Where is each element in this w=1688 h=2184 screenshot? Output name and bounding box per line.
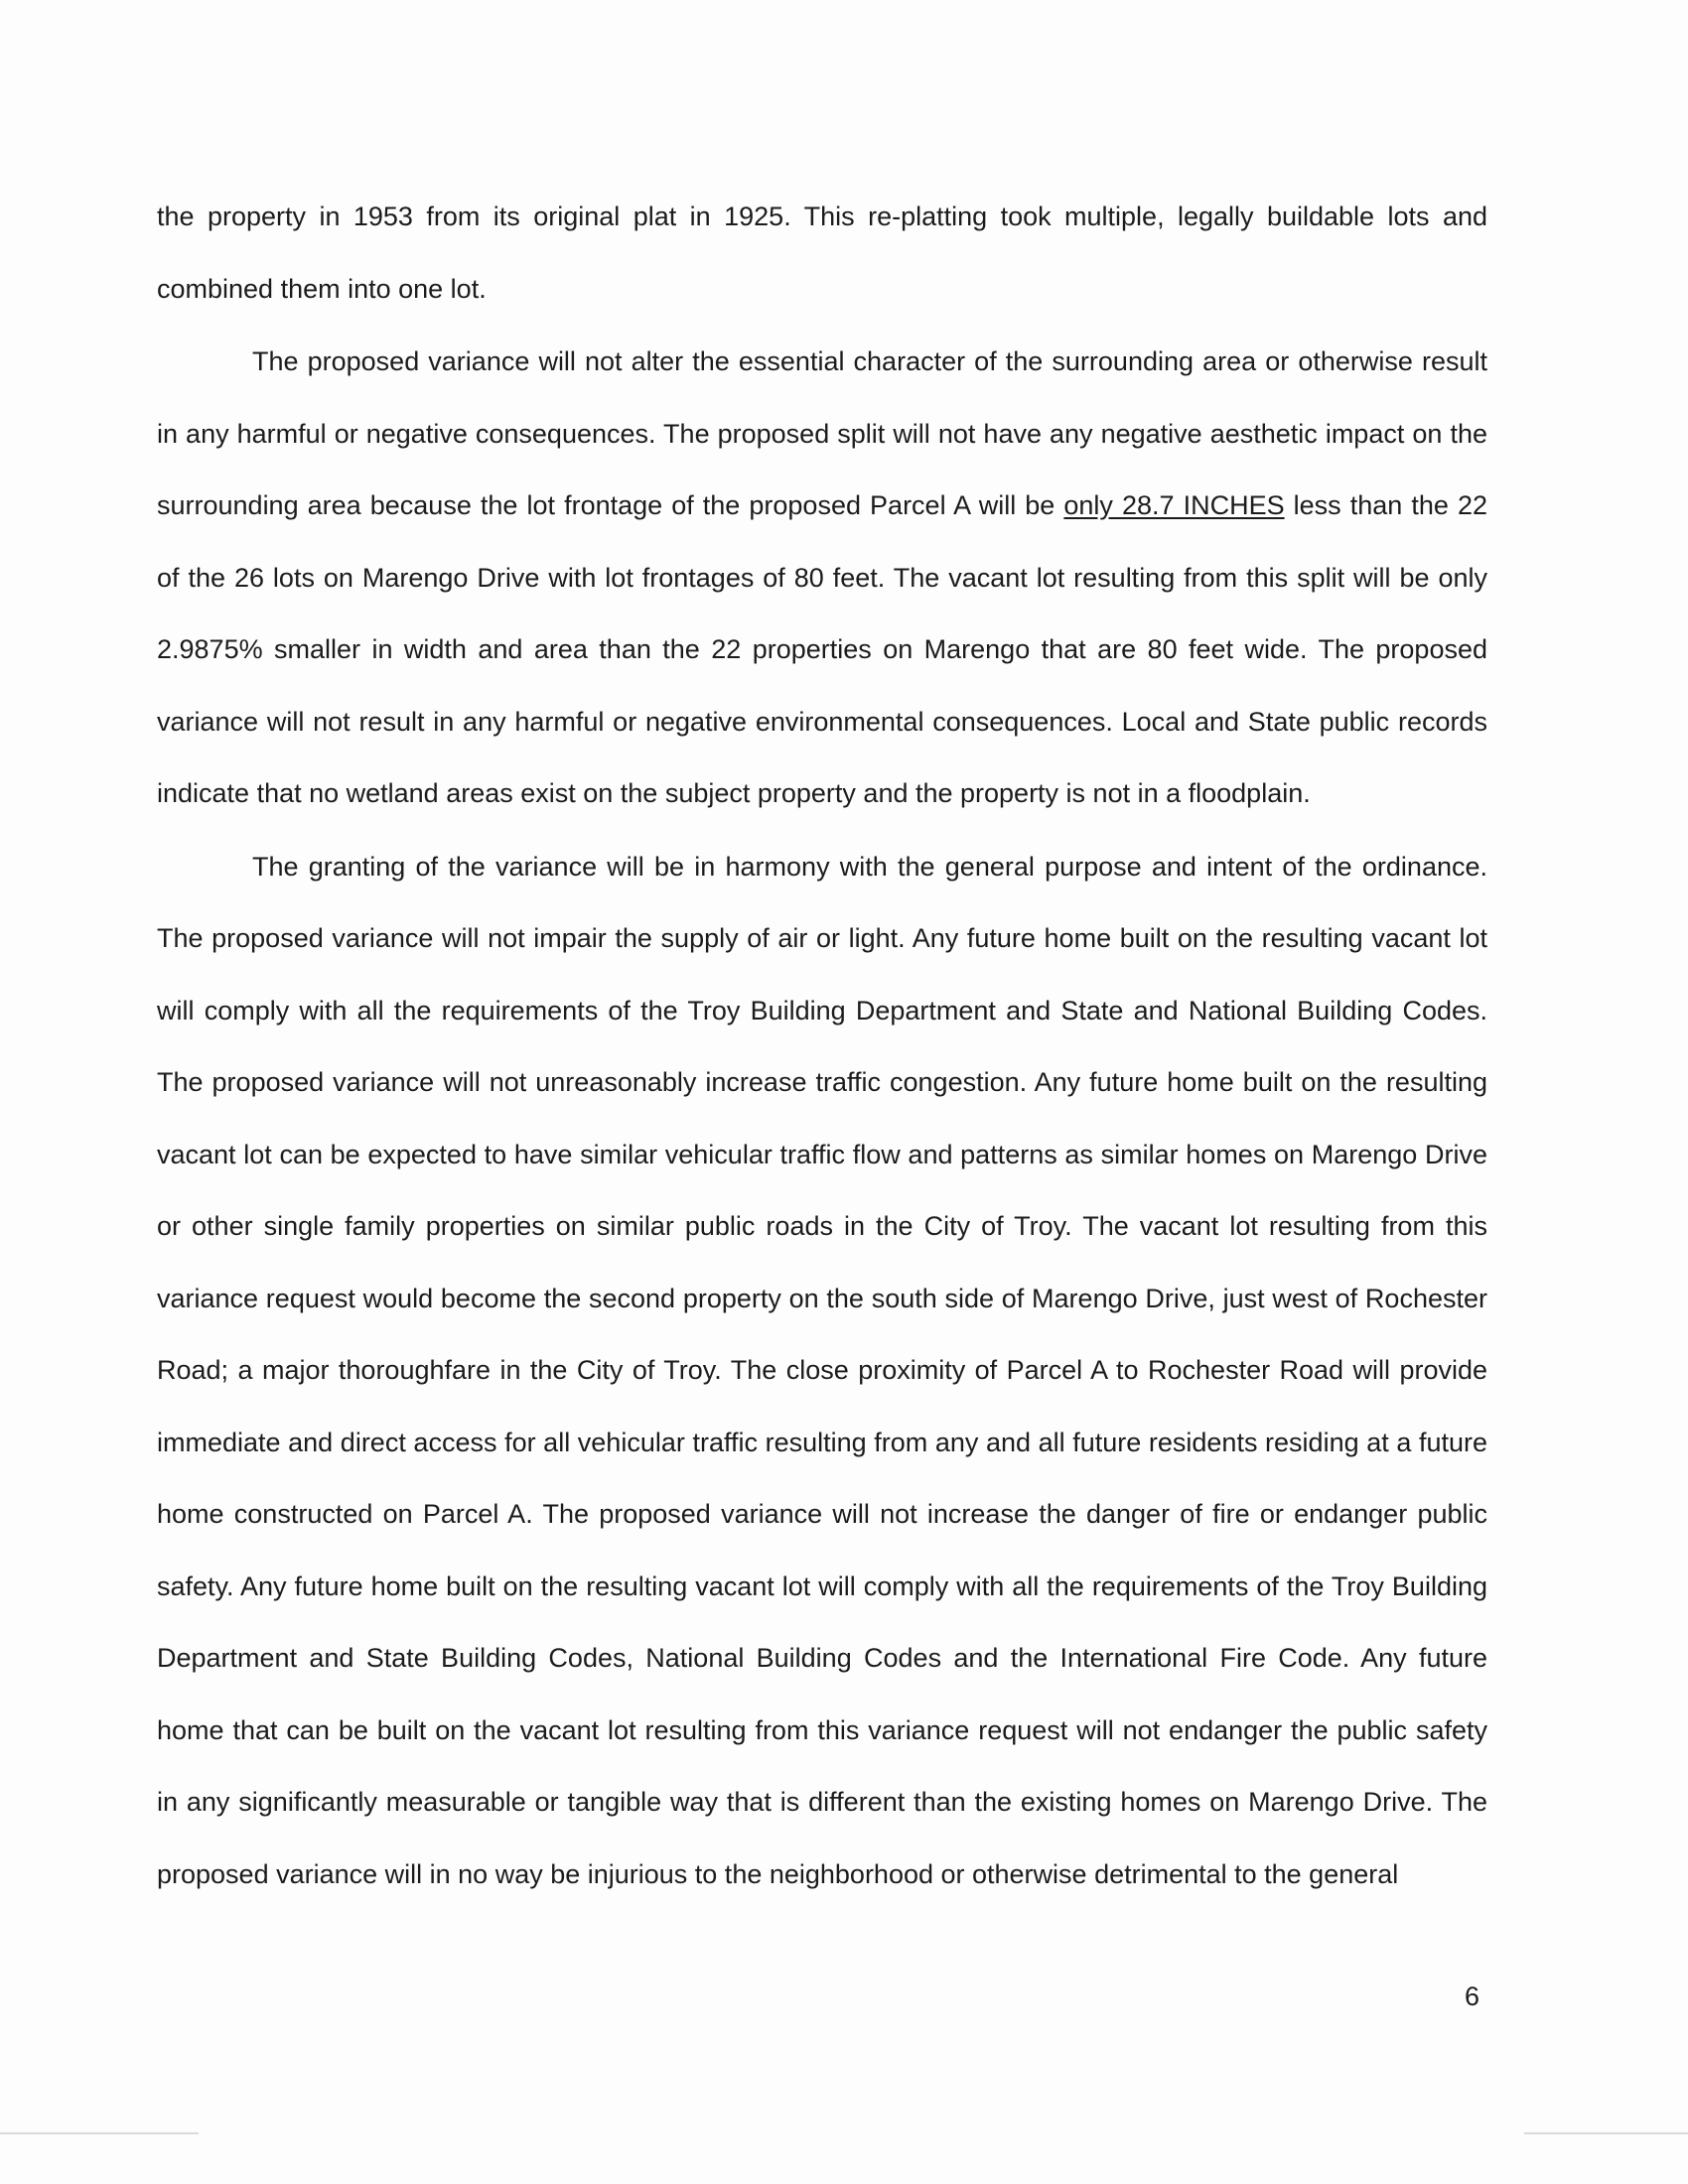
body-text [157,181,1487,1910]
paragraph-2-emphasis: only 28.7 INCHES [1063,490,1285,520]
scan-edge-mark-left [0,2132,199,2134]
paragraph-continuation [157,181,1487,325]
page-number: 6 [1465,1981,1480,2011]
paragraph-essential-character [157,326,1487,830]
paragraph-harmony [157,831,1487,1911]
paragraph-2-text-before: The proposed variance will not alter the essential character of the surrounding area or otherwise result in any harmful or negative consequences. The proposed split will not have any negative aesthetic impact on the surrounding area because the lot frontage of the proposed Parcel A will be [157,346,1487,520]
paragraph-3-text: The granting of the variance will be in harmony with the general purpose and intent of the ordinance. The proposed variance will not impair the supply of air or light. Any future home built on the resulting vacant lot will comply with all the requirements of the Troy Building Department and State and National Building Codes. The proposed variance will not unreasonably increase traffic congestion. Any future home built on the resulting vacant lot can be expected to have similar vehicular traffic flow and patterns as similar homes on Marengo Drive or other single family properties on similar public roads in the City of Troy. The vacant lot resulting from this variance request would become the second property on the south side of Marengo Drive, just west of Rochester Road; a major thoroughfare in the City of Troy. The close proximity of Parcel A to Rochester Road will provide immediate and direct access for all vehicular traffic resulting from any and all future residents residing at a future home constructed on Parcel A. The proposed variance will not increase the danger of fire or endanger public safety. Any future home built on the resulting vacant lot will comply with all the requirements of the Troy Building Department and State Building Codes, National Building Codes and the International Fire Code. Any future home that can be built on the vacant lot resulting from this variance request will not endanger the public safety in any significantly measurable or tangible way that is different than the existing homes on Marengo Drive. The proposed variance will in no way be injurious to the neighborhood or otherwise detrimental to the general [157,851,1487,1889]
paragraph-2-text-after: less than the 22 of the 26 lots on Marengo Drive with lot frontages of 80 feet. The vacant lot resulting from this split will be only 2.9875% smaller in width and area than the 22 properties on Marengo that are 80 feet wide. The proposed variance will not result in any harmful or negative environmental consequences. Local and State public records indicate that no wetland areas exist on the subject property and the property is not in a floodplain. [157,490,1487,808]
scan-edge-mark-right [1524,2132,1688,2134]
paragraph-1-text: the property in 1953 from its original plat in 1925. This re-platting took multiple, legally buildable lots and combined them into one lot. [157,202,1487,304]
